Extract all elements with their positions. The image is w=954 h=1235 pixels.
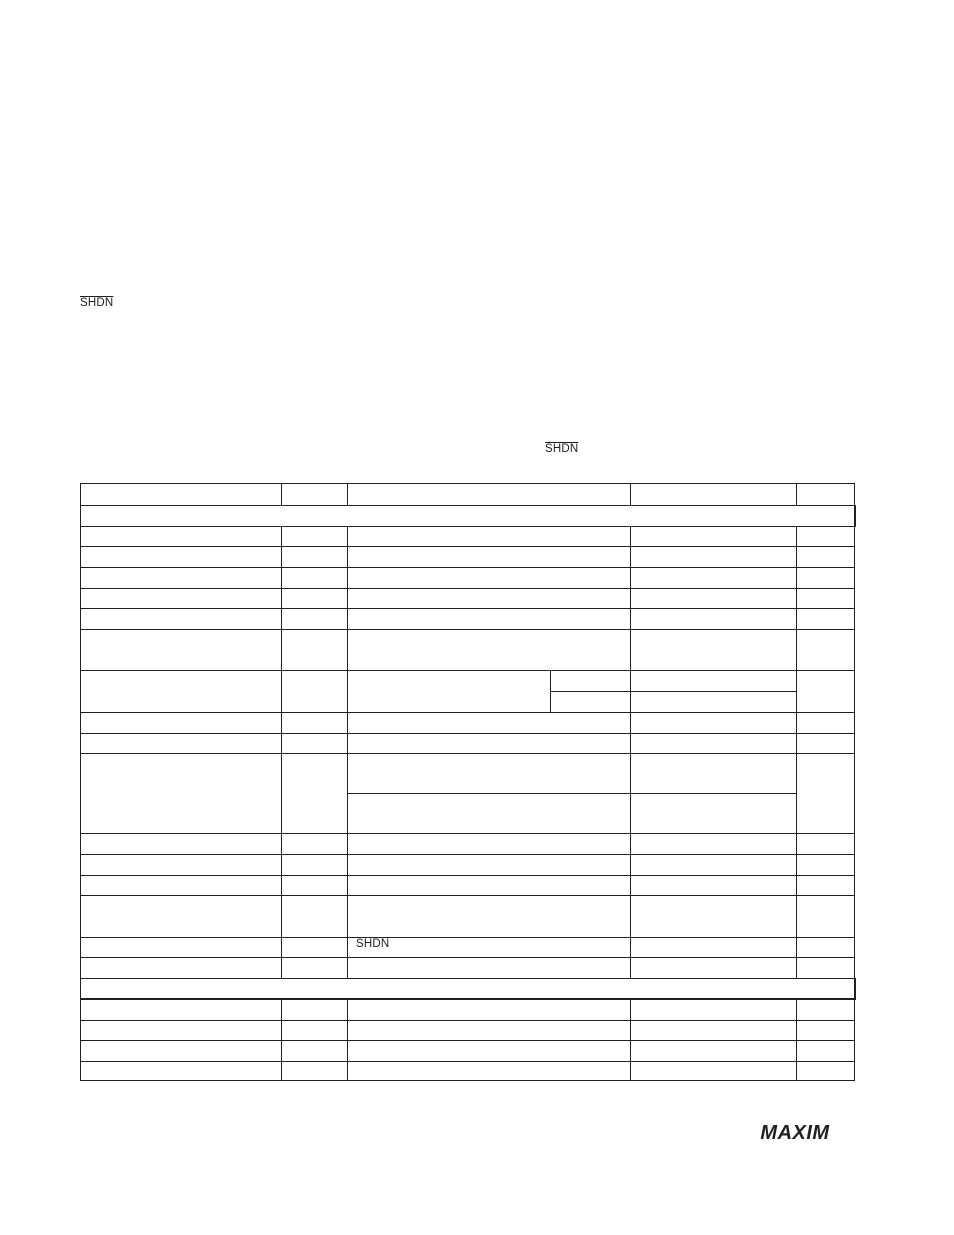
shdn-pin-label-inline: SHDN <box>545 443 579 455</box>
electrical-characteristics-table <box>80 483 854 1081</box>
col-divider <box>796 999 797 1081</box>
col-divider <box>630 483 631 505</box>
table-row-line <box>80 753 855 754</box>
col-divider <box>796 526 797 978</box>
col-divider <box>347 526 348 978</box>
col-divider <box>630 999 631 1081</box>
table-row-line <box>80 998 856 1000</box>
table-row-line <box>80 957 855 958</box>
conditions-cell-shdn: SHDN <box>356 938 390 950</box>
col-divider <box>347 999 348 1081</box>
table-border-top <box>80 483 855 484</box>
col-divider <box>630 526 631 978</box>
table-row-line <box>80 608 855 609</box>
table-row-line <box>80 526 856 527</box>
col-divider <box>347 483 348 505</box>
table-row-line <box>80 712 855 713</box>
col-divider <box>281 483 282 505</box>
table-row-line <box>80 505 856 506</box>
table-row-line <box>80 1020 855 1021</box>
col-divider <box>796 483 797 505</box>
maxim-logo <box>740 1122 850 1142</box>
section-header-edge <box>855 978 856 1000</box>
table-row-line <box>80 733 855 734</box>
table-row-line <box>80 875 855 876</box>
table-row-line <box>80 670 855 671</box>
col-divider <box>281 526 282 978</box>
table-border-bottom <box>80 1080 855 1081</box>
col-subdivider <box>550 670 551 712</box>
table-row-line <box>80 1061 855 1062</box>
table-row-line <box>80 854 855 855</box>
table-row-line <box>80 833 855 834</box>
table-row-line <box>80 895 855 896</box>
shdn-pin-label: SHDN <box>80 297 114 309</box>
table-border-left <box>80 483 81 1081</box>
section-header-edge <box>855 505 856 527</box>
table-row-line <box>80 546 855 547</box>
table-subrow-line <box>347 793 797 794</box>
table-row-line <box>80 978 856 979</box>
col-divider <box>281 999 282 1081</box>
table-row-line <box>80 629 855 630</box>
table-row-line <box>80 937 855 938</box>
table-subrow-line <box>550 691 797 692</box>
table-row-line <box>80 567 855 568</box>
maxim-logo-text: MAXIM <box>760 1122 830 1142</box>
table-row-line <box>80 1040 855 1041</box>
table-row-line <box>80 588 855 589</box>
